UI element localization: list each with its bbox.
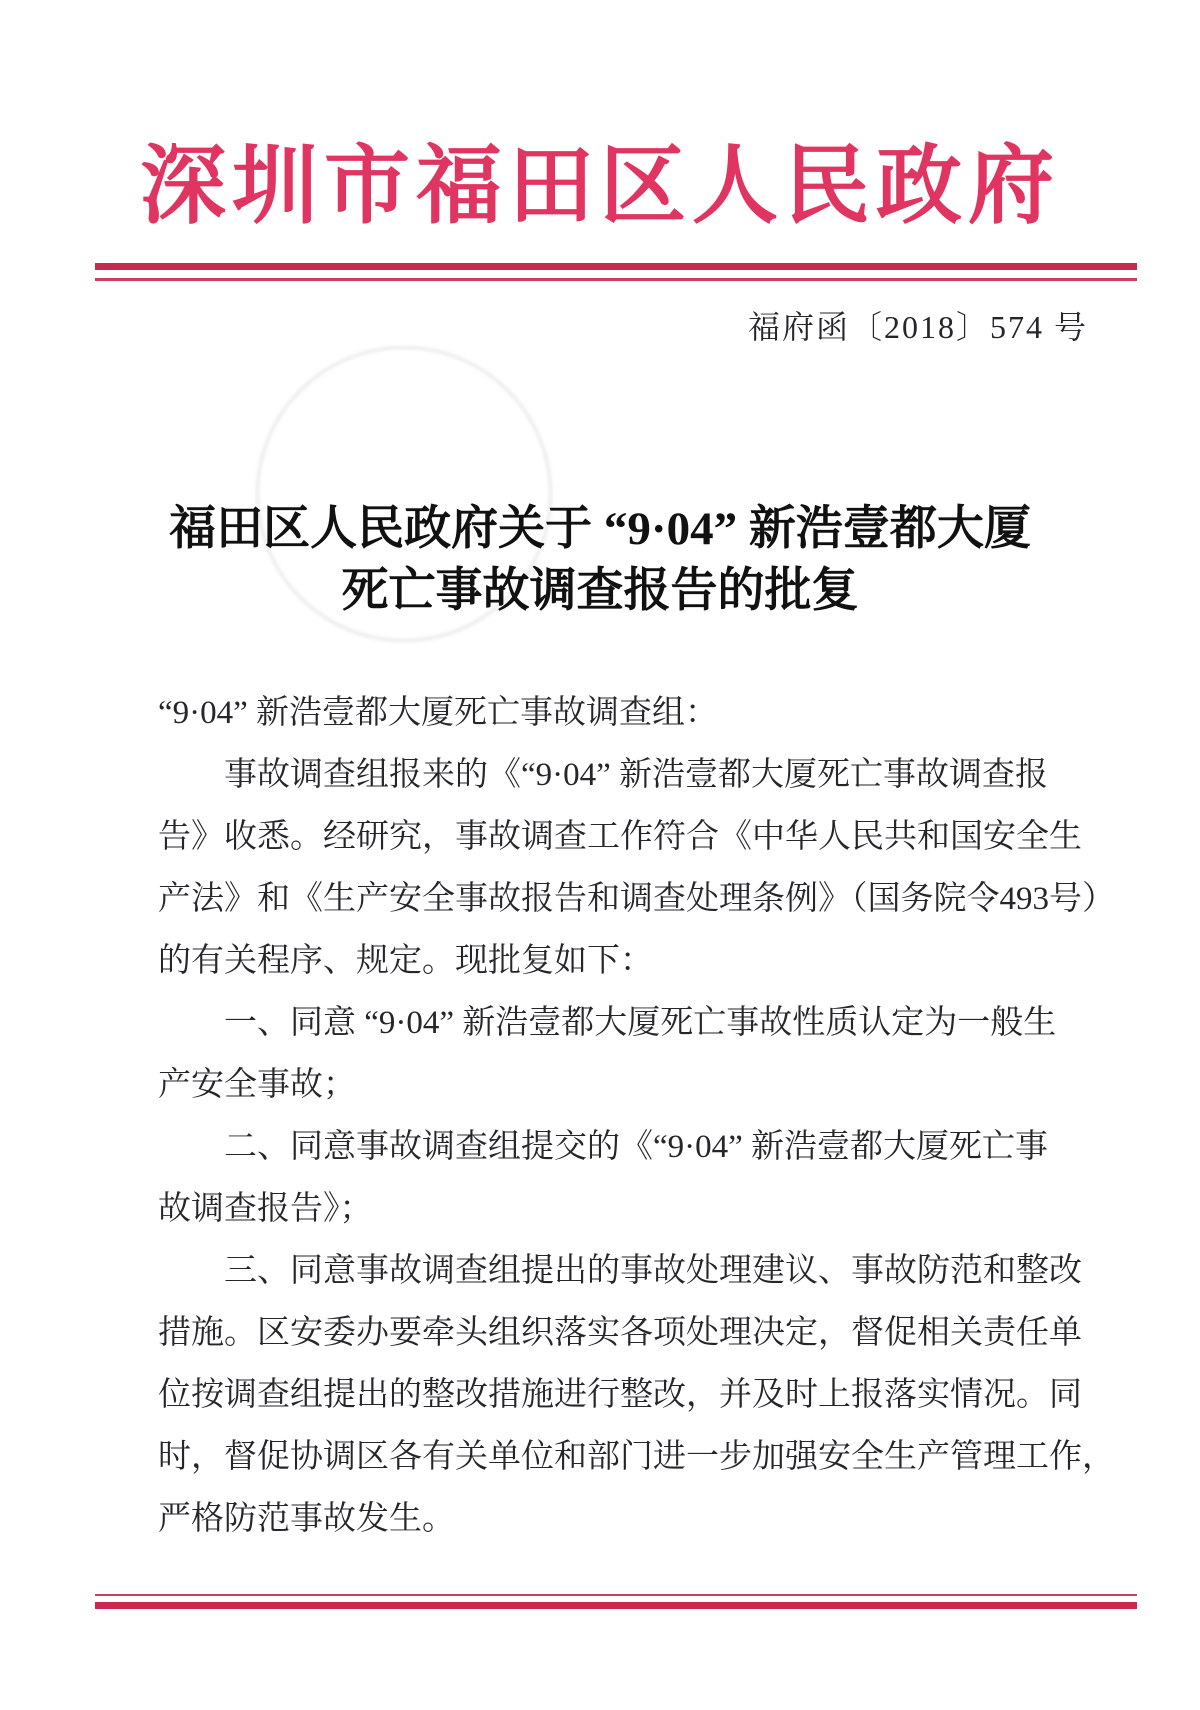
issuer-header-title: 深圳市福田区人民政府	[140, 138, 1060, 234]
body-line: 三、同意事故调查组提出的事故处理建议、事故防范和整改	[224, 1253, 1082, 1289]
body-line: 二、同意事故调查组提交的《“9·04” 新浩壹都大厦死亡事	[224, 1129, 1049, 1165]
body-line: 措施。区安委办要牵头组织落实各项处理决定，督促相关责任单	[158, 1315, 1082, 1351]
body-line: 告》收悉。经研究，事故调查工作符合《中华人民共和国安全生	[158, 819, 1082, 855]
document-title-line-1: 福田区人民政府关于 “9·04” 新浩壹都大厦	[169, 503, 1031, 555]
body-line: 一、同意 “9·04” 新浩壹都大厦死亡事故性质认定为一般生	[224, 1005, 1057, 1041]
body-line: “9·04” 新浩壹都大厦死亡事故调查组：	[158, 695, 719, 731]
body-line: 严格防范事故发生。	[158, 1501, 455, 1537]
document-title-line-2: 死亡事故调查报告的批复	[341, 565, 859, 617]
document-number: 福府函〔2018〕574 号	[747, 309, 1088, 345]
body-line: 事故调查组报来的《“9·04” 新浩壹都大厦死亡事故调查报	[224, 757, 1049, 793]
document-body	[158, 682, 1115, 1550]
body-line: 故调查报告》；	[158, 1191, 373, 1227]
document-title	[0, 498, 1200, 622]
bottom-rule-thick	[95, 1602, 1137, 1609]
body-line: 的有关程序、规定。现批复如下：	[158, 943, 653, 979]
top-rule-thick	[95, 263, 1137, 270]
body-line: 时，督促协调区各有关单位和部门进一步加强安全生产管理工作，	[158, 1439, 1115, 1475]
bottom-rule-thin	[95, 1594, 1137, 1596]
body-line: 产安全事故；	[158, 1067, 356, 1103]
body-line: 位按调查组提出的整改措施进行整改，并及时上报落实情况。同	[158, 1377, 1082, 1413]
top-rule-thin	[95, 278, 1137, 281]
body-line: 产法》和《生产安全事故报告和调查处理条例》（国务院令493号）	[158, 881, 1115, 917]
